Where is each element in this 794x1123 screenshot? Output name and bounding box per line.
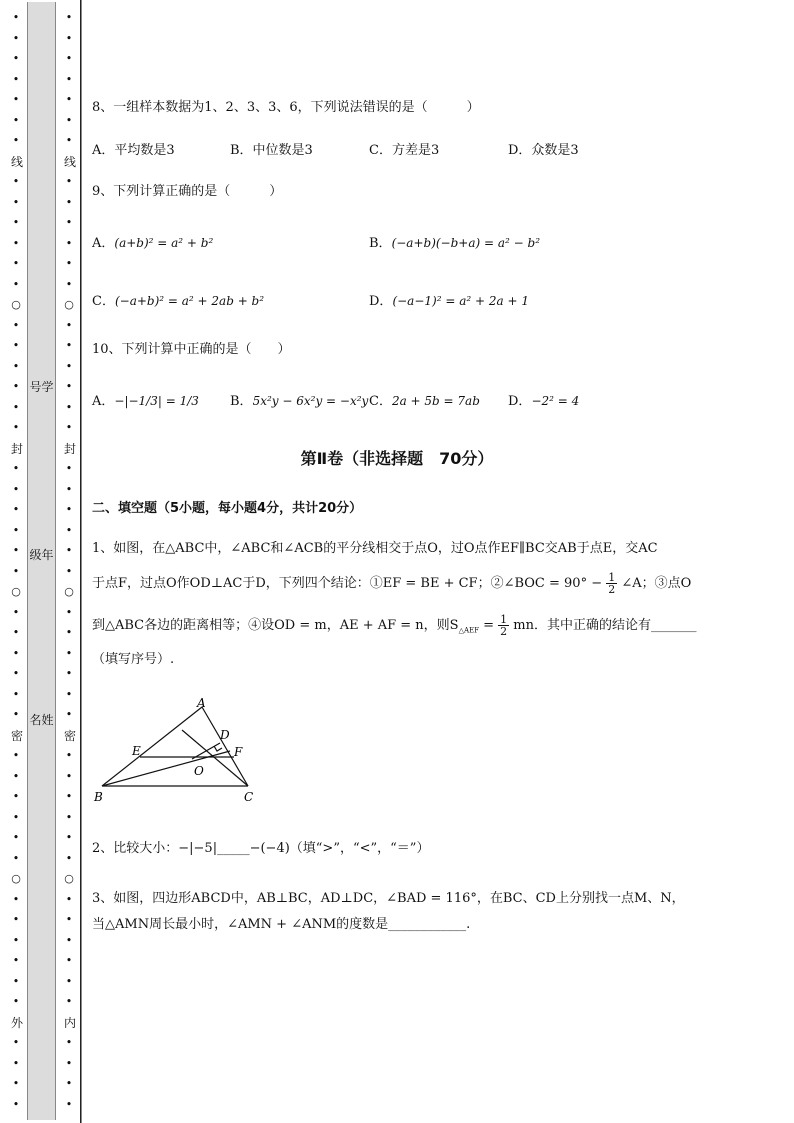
outer-dot-mark: • <box>12 790 20 803</box>
triangle-figure <box>92 695 262 805</box>
option-letter: C． <box>92 294 115 309</box>
option-expression: −2² = 4 <box>531 394 580 408</box>
outer-dot-mark: • <box>12 667 20 680</box>
question-9-option-b <box>369 233 540 254</box>
question-9-option-d <box>369 291 529 312</box>
fraction-numerator: 1 <box>608 571 616 584</box>
question-9-stem: 9、下列计算正确的是（ ） <box>92 184 283 199</box>
option-expression: (−a−1)² = a² + 2a + 1 <box>392 294 529 308</box>
fraction-denominator: 2 <box>608 583 616 596</box>
inner-dot-mark: • <box>65 851 73 865</box>
inner-dot-mark: • <box>65 769 73 783</box>
inner-circle-mark: ○ <box>64 872 74 885</box>
student-info-band <box>27 2 56 1120</box>
outer-dot-mark: • <box>12 421 20 434</box>
inner-dot-mark: • <box>65 810 73 824</box>
inner-dot-mark: • <box>65 913 73 926</box>
inner-dot-mark: • <box>65 544 73 557</box>
inner-dot-mark: • <box>65 892 73 906</box>
option-letter: A． <box>92 394 115 409</box>
question-10-option-a <box>92 391 199 412</box>
outer-cut-word: 外 <box>11 1015 24 1030</box>
outer-dot-mark: • <box>12 708 20 721</box>
outer-dot-mark: • <box>12 93 20 106</box>
inner-dot-mark: • <box>65 175 73 188</box>
inner-dot-column <box>64 0 77 1123</box>
fill-in-section-header: 二、填空题（5小题，每小题4分，共计20分） <box>92 501 363 516</box>
inner-cut-word: 内 <box>64 1015 77 1030</box>
fraction-one-half <box>498 614 509 637</box>
question-10-stem: 10、下列计算中正确的是（ ） <box>92 342 291 357</box>
outer-dot-mark: • <box>12 626 20 639</box>
inner-dot-mark: • <box>65 626 73 639</box>
fill-3-line-1: 3、如图，四边形ABCD中，AB⊥BC，AD⊥DC，∠BAD = 116°，在BC、CD上分别找一点M、N， <box>92 891 685 906</box>
side-ab <box>102 707 202 786</box>
outer-cut-word: 线 <box>11 154 24 169</box>
outer-dot-mark: • <box>12 380 20 393</box>
inner-dot-mark: • <box>65 482 73 496</box>
inner-cut-word: 封 <box>64 441 77 456</box>
inner-dot-mark: • <box>65 113 73 127</box>
option-letter: B． <box>230 394 253 409</box>
fill-1-line-3-tail: mn．其中正确的结论有_______ <box>513 618 697 633</box>
inner-circle-mark: ○ <box>64 298 74 311</box>
outer-dot-mark: • <box>12 892 20 906</box>
bisector-from-b <box>102 751 230 786</box>
question-8-option-c: C．方差是3 <box>369 143 440 158</box>
outer-dot-mark: • <box>12 134 20 147</box>
outer-dot-mark: • <box>12 769 20 783</box>
fill-3-line-2: 当△AMN周长最小时，∠AMN + ∠ANM的度数是____________. <box>92 917 471 932</box>
outer-cut-word: 封 <box>11 441 24 456</box>
outer-dot-mark: • <box>12 277 20 291</box>
outer-circle-mark: ○ <box>11 585 21 598</box>
outer-dot-mark: • <box>12 646 20 660</box>
outer-circle-mark: ○ <box>11 872 21 885</box>
inner-dot-mark: • <box>65 564 73 578</box>
margin-border-line-secondary <box>81 0 82 1123</box>
fill-1-line-2-text: 于点F，过点O作OD⊥AC于D，下列四个结论：①EF = BE + CF；②∠BOC = 90° − <box>92 576 603 591</box>
outer-dot-mark: • <box>12 974 20 988</box>
outer-dot-mark: • <box>12 195 20 209</box>
label-c: C <box>244 790 254 804</box>
label-e: E <box>132 744 141 758</box>
inner-dot-mark: • <box>65 995 73 1008</box>
outer-dot-mark: • <box>12 933 20 947</box>
label-f: F <box>234 745 243 759</box>
fill-1-line-3-text: 到△ABC各边的距离相等；④设OD = m，AE + AF = n，则S <box>92 618 459 633</box>
option-expression: (−a+b)(−b+a) = a² − b² <box>391 236 541 250</box>
option-expression: −|−1/3| = 1/3 <box>114 394 199 408</box>
option-expression: (a+b)² = a² + b² <box>114 236 214 250</box>
inner-dot-mark: • <box>65 462 73 475</box>
equals-sign: = <box>478 618 499 633</box>
inner-dot-mark: • <box>65 1077 73 1090</box>
question-9-option-c <box>92 291 264 312</box>
inner-dot-mark: • <box>65 523 73 537</box>
outer-dot-mark: • <box>12 810 20 824</box>
inner-dot-mark: • <box>65 72 73 86</box>
inner-dot-mark: • <box>65 687 73 701</box>
inner-dot-mark: • <box>65 708 73 721</box>
option-letter: C． <box>369 394 392 409</box>
section-2-title: 第Ⅱ卷（非选择题 70分） <box>300 449 494 468</box>
option-letter: B． <box>369 236 392 251</box>
inner-circle-mark: ○ <box>64 585 74 598</box>
outer-dot-column <box>11 0 24 1123</box>
right-angle-mark <box>214 746 222 751</box>
question-8-option-d: D．众数是3 <box>508 143 579 158</box>
option-expression: 5x²y − 6x²y = −x²y <box>252 394 369 408</box>
outer-dot-mark: • <box>12 175 20 188</box>
area-subscript: △AEF <box>458 626 479 635</box>
inner-dot-mark: • <box>65 400 73 414</box>
outer-dot-mark: • <box>12 113 20 127</box>
fill-1-line-3 <box>92 614 697 641</box>
fraction-denominator: 2 <box>500 625 508 638</box>
outer-circle-mark: ○ <box>11 298 21 311</box>
inner-dot-mark: • <box>65 1036 73 1049</box>
outer-dot-mark: • <box>12 72 20 86</box>
fraction-one-half <box>606 572 617 595</box>
inner-dot-mark: • <box>65 421 73 434</box>
outer-dot-mark: • <box>12 687 20 701</box>
fill-1-line-4: （填写序号）. <box>92 652 175 667</box>
outer-dot-mark: • <box>12 1056 20 1070</box>
outer-dot-mark: • <box>12 31 20 45</box>
outer-dot-mark: • <box>12 400 20 414</box>
inner-dot-mark: • <box>65 52 73 65</box>
outer-dot-mark: • <box>12 1077 20 1090</box>
outer-dot-mark: • <box>12 11 20 24</box>
outer-dot-mark: • <box>12 257 20 270</box>
inner-dot-mark: • <box>65 93 73 106</box>
inner-dot-mark: • <box>65 11 73 24</box>
outer-dot-mark: • <box>12 1036 20 1049</box>
fill-1-line-1: 1、如图，在△ABC中，∠ABC和∠ACB的平分线相交于点O，过O点作EF∥BC交AB于点E，交AC <box>92 541 658 556</box>
outer-dot-mark: • <box>12 216 20 229</box>
fraction-numerator: 1 <box>500 613 508 626</box>
inner-dot-mark: • <box>65 380 73 393</box>
label-d: D <box>220 728 230 742</box>
outer-dot-mark: • <box>12 523 20 537</box>
outer-dot-mark: • <box>12 544 20 557</box>
outer-dot-mark: • <box>12 954 20 967</box>
fill-1-line-2 <box>92 572 691 595</box>
question-8-option-b: B．中位数是3 <box>230 143 313 158</box>
name-label: 名姓 <box>29 713 54 727</box>
inner-dot-mark: • <box>65 216 73 229</box>
inner-cut-word: 密 <box>64 728 77 743</box>
outer-dot-mark: • <box>12 749 20 762</box>
outer-dot-mark: • <box>12 52 20 65</box>
outer-dot-mark: • <box>12 851 20 865</box>
inner-dot-mark: • <box>65 667 73 680</box>
fill-2: 2、比较大小：−|−5|_____−(−4)（填“>”，“<”，“＝”） <box>92 841 430 856</box>
outer-dot-mark: • <box>12 236 20 250</box>
outer-dot-mark: • <box>12 339 20 352</box>
inner-dot-mark: • <box>65 318 73 332</box>
binding-margin <box>0 0 84 1123</box>
student-number-label: 号学 <box>29 380 54 394</box>
inner-dot-mark: • <box>65 646 73 660</box>
label-b: B <box>94 790 103 804</box>
question-8-option-a: A．平均数是3 <box>92 143 175 158</box>
option-letter: D． <box>508 394 532 409</box>
inner-dot-mark: • <box>65 31 73 45</box>
inner-dot-mark: • <box>65 1056 73 1070</box>
question-8-stem: 8、一组样本数据为1、2、3、3、6，下列说法错误的是（ ） <box>92 100 480 115</box>
outer-dot-mark: • <box>12 913 20 926</box>
inner-dot-mark: • <box>65 954 73 967</box>
label-a: A <box>197 696 206 710</box>
option-letter: D． <box>369 294 393 309</box>
question-10-option-d <box>508 391 579 412</box>
option-expression: 2a + 5b = 7ab <box>391 394 480 408</box>
inner-dot-mark: • <box>65 134 73 147</box>
question-10-option-b <box>230 391 368 412</box>
outer-dot-mark: • <box>12 831 20 844</box>
inner-cut-word: 线 <box>64 154 77 169</box>
outer-dot-mark: • <box>12 564 20 578</box>
inner-dot-mark: • <box>65 831 73 844</box>
question-10-option-c <box>369 391 480 412</box>
inner-dot-mark: • <box>65 933 73 947</box>
question-9-option-a <box>92 233 213 254</box>
inner-dot-mark: • <box>65 605 73 619</box>
inner-dot-mark: • <box>65 790 73 803</box>
inner-dot-mark: • <box>65 277 73 291</box>
label-o: O <box>194 764 204 778</box>
inner-dot-mark: • <box>65 974 73 988</box>
option-expression: (−a+b)² = a² + 2ab + b² <box>114 294 265 308</box>
inner-dot-mark: • <box>65 749 73 762</box>
inner-dot-mark: • <box>65 359 73 373</box>
outer-cut-word: 密 <box>11 728 24 743</box>
inner-dot-mark: • <box>65 236 73 250</box>
inner-dot-mark: • <box>65 1097 73 1111</box>
outer-dot-mark: • <box>12 462 20 475</box>
inner-dot-mark: • <box>65 257 73 270</box>
option-letter: A． <box>92 236 115 251</box>
class-label: 级年 <box>29 548 54 562</box>
outer-dot-mark: • <box>12 605 20 619</box>
outer-dot-mark: • <box>12 995 20 1008</box>
outer-dot-mark: • <box>12 1097 20 1111</box>
outer-dot-mark: • <box>12 482 20 496</box>
inner-dot-mark: • <box>65 195 73 209</box>
outer-dot-mark: • <box>12 503 20 516</box>
inner-dot-mark: • <box>65 503 73 516</box>
fill-1-line-2-tail: ∠A；③点O <box>621 576 692 591</box>
outer-dot-mark: • <box>12 359 20 373</box>
inner-dot-mark: • <box>65 339 73 352</box>
outer-dot-mark: • <box>12 318 20 332</box>
